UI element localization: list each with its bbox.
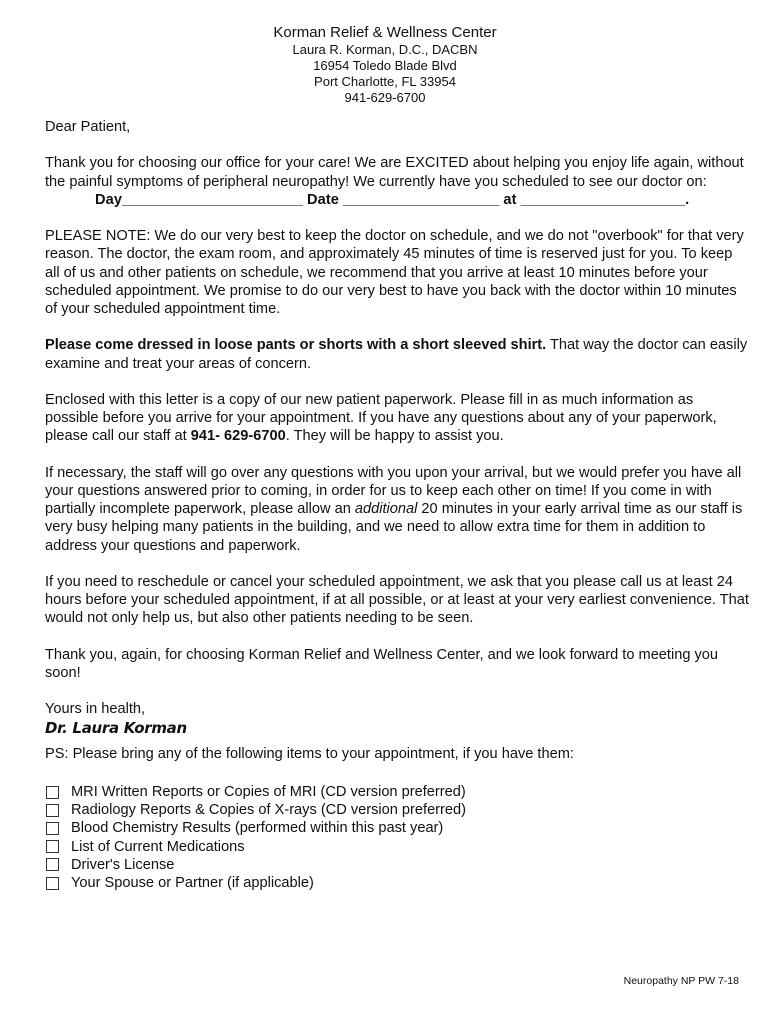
closing: Yours in health,	[45, 701, 146, 718]
checklist-label: Blood Chemistry Results (performed within this past year)	[71, 820, 444, 837]
checklist-item[interactable]	[45, 838, 749, 856]
intro-paragraph: Thank you for choosing our office for your care! We are EXCITED about helping you enjoy life again, without the painful symptoms of peripheral neuropathy! We currently have you scheduled to see our doctor on:	[45, 155, 744, 190]
checkbox[interactable]	[46, 786, 59, 799]
staff-paragraph	[45, 464, 749, 555]
dress-reason: That way the doctor can easily examine and treat your areas of concern.	[45, 337, 748, 372]
additional-emphasis: additional	[354, 501, 418, 518]
org-name: Korman Relief & Wellness Center	[273, 24, 497, 41]
ps-paragraph: PS: Please bring any of the following items to your appointment, if you have them:	[45, 745, 574, 762]
phone-number: 941-629-6700	[344, 90, 426, 105]
staff-text-end: 20 minutes in your early arrival time as our staff is very busy helping many patients in the building, and we need to allow extra time for them in addition to address your questions and paperwork.	[45, 501, 743, 554]
checkbox[interactable]	[46, 858, 59, 871]
checkbox[interactable]	[46, 840, 59, 853]
enclosed-paragraph	[45, 391, 749, 446]
checklist-label: List of Current Medications	[71, 838, 245, 855]
staff-text: If necessary, the staff will go over any questions with you upon your arrival, but we would prefer you have all your questions answered prior to coming, in order for us to keep each other on time! If you come in with partially incomplete paperwork, please allow an	[45, 464, 742, 518]
city-state-zip: Port Charlotte, FL 33954	[314, 74, 456, 89]
checklist-label: Radiology Reports & Copies of X-rays (CD version preferred)	[71, 802, 466, 819]
checkbox[interactable]	[46, 822, 59, 835]
checklist-item[interactable]	[45, 819, 749, 837]
enclosed-text: Enclosed with this letter is a copy of our new patient paperwork. Please fill in as much information as possible before you arrive for your appointment. If you have any questions about any of your paperwork, please call our staff at	[45, 391, 717, 445]
signature: Dr. Laura Korman	[45, 718, 187, 737]
reschedule-paragraph: If you need to reschedule or cancel your scheduled appointment, we ask that you please call us at least 24 hours before your scheduled appointment, if at all possible, or at least at your very earliest convenience. That would not only help us, but also other patients needing to be seen.	[45, 573, 749, 627]
doctor-name: Laura R. Korman, D.C., DACBN	[292, 42, 478, 57]
checkbox[interactable]	[46, 877, 59, 890]
greeting: Dear Patient,	[45, 119, 131, 135]
dress-instruction: Please come dressed in loose pants or shorts with a short sleeved shirt.	[45, 337, 547, 354]
checklist-label: Your Spouse or Partner (if applicable)	[71, 874, 314, 891]
appointment-schedule-line: Day______________________ Date ___________________ at ____________________.	[95, 191, 690, 208]
please-note-paragraph: PLEASE NOTE: We do our very best to keep the doctor on schedule, and we do not "overbook" for that very reason. The doctor, the exam room, and approximately 45 minutes of time is reserved just for you. To keep all of us and other patients on schedule, we recommend that you arrive at least 10 minutes before your scheduled appointment. We promise to do our very best to have you back with the doctor within 10 minutes of your scheduled appointment time.	[45, 228, 744, 317]
checkbox[interactable]	[46, 804, 59, 817]
checklist-label: MRI Written Reports or Copies of MRI (CD version preferred)	[71, 783, 466, 800]
letter-body	[45, 118, 749, 892]
checklist-item[interactable]	[45, 783, 749, 801]
checklist-item[interactable]	[45, 801, 749, 819]
form-code: Neuropathy NP PW 7-18	[623, 975, 739, 987]
checklist-item[interactable]	[45, 874, 749, 892]
checklist-item[interactable]	[45, 856, 749, 874]
street-address: 16954 Toledo Blade Blvd	[313, 58, 457, 73]
letterhead	[0, 24, 770, 106]
items-checklist	[45, 783, 749, 892]
staff-phone: 941- 629-6700	[190, 428, 286, 445]
dress-paragraph	[45, 336, 749, 372]
checklist-label: Driver's License	[71, 856, 175, 873]
thanks-paragraph: Thank you, again, for choosing Korman Relief and Wellness Center, and we look forward to meeting you soon!	[45, 646, 719, 681]
enclosed-text-end: . They will be happy to assist you.	[285, 428, 504, 445]
